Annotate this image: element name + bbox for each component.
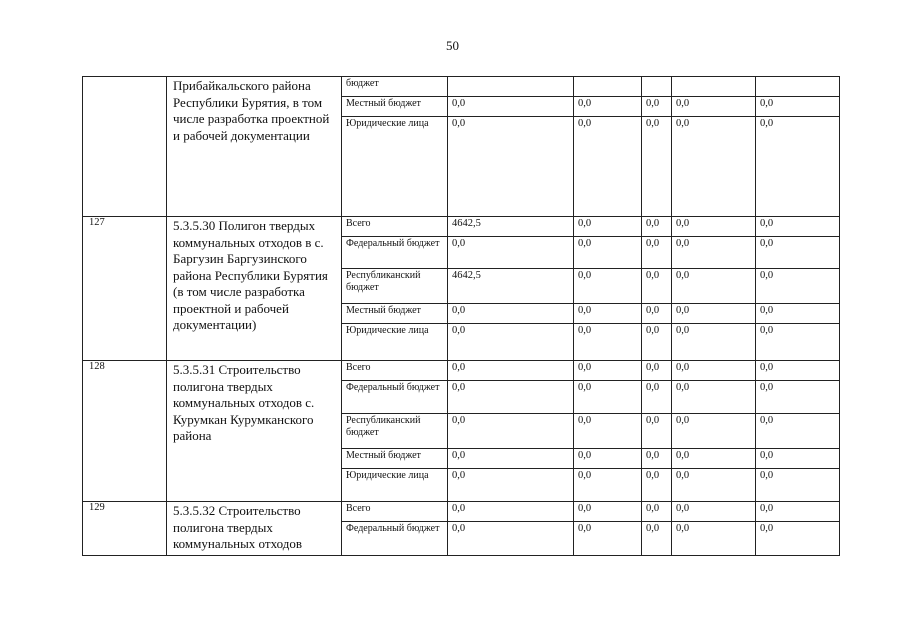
amount-cell: 0,0 [672, 304, 756, 324]
amount-cell: 0,0 [448, 304, 574, 324]
amount-cell: 0,0 [756, 449, 840, 469]
budget-table [82, 76, 840, 556]
amount-cell: 0,0 [574, 381, 642, 414]
funding-source-cell: Республиканский бюджет [342, 269, 448, 304]
amount-cell: 0,0 [756, 502, 840, 522]
funding-source-cell: Федеральный бюджет [342, 381, 448, 414]
amount-cell: 0,0 [756, 522, 840, 556]
amount-cell: 0,0 [672, 381, 756, 414]
amount-cell: 0,0 [574, 324, 642, 361]
amount-cell [756, 77, 840, 97]
funding-source-cell: Местный бюджет [342, 304, 448, 324]
table-row [83, 77, 840, 97]
measure-name-cell: 5.3.5.30 Полигон твердых коммунальных отходов в с. Баргузин Баргузинского района Республики Бурятия (в том числе разработка проектной и рабочей документации) [167, 217, 342, 361]
amount-cell: 0,0 [756, 269, 840, 304]
amount-cell: 0,0 [642, 469, 672, 502]
amount-cell: 0,0 [642, 324, 672, 361]
amount-cell: 0,0 [756, 217, 840, 237]
measure-name-cell: 5.3.5.32 Строительство полигона твердых коммунальных отходов [167, 502, 342, 556]
measure-name-cell: 5.3.5.31 Строительство полигона твердых коммунальных отходов с. Курумкан Курумканского района [167, 361, 342, 502]
amount-cell: 0,0 [672, 237, 756, 269]
amount-cell: 0,0 [642, 97, 672, 117]
measure-name-cell: Прибайкальского района Республики Бурятия, в том числе разработка проектной и рабочей документации [167, 77, 342, 217]
row-number-cell [83, 77, 167, 217]
amount-cell: 0,0 [574, 217, 642, 237]
amount-cell: 0,0 [756, 97, 840, 117]
funding-source-cell: Федеральный бюджет [342, 237, 448, 269]
funding-source-cell: Всего [342, 217, 448, 237]
funding-source-cell: бюджет [342, 77, 448, 97]
amount-cell: 0,0 [448, 237, 574, 269]
amount-cell: 0,0 [448, 97, 574, 117]
amount-cell: 0,0 [642, 361, 672, 381]
amount-cell: 0,0 [574, 117, 642, 217]
amount-cell: 0,0 [672, 502, 756, 522]
row-number-cell: 127 [83, 217, 167, 361]
amount-cell: 0,0 [574, 414, 642, 449]
amount-cell: 0,0 [642, 414, 672, 449]
funding-source-cell: Республиканский бюджет [342, 414, 448, 449]
amount-cell: 4642,5 [448, 269, 574, 304]
amount-cell: 0,0 [756, 304, 840, 324]
amount-cell: 0,0 [642, 522, 672, 556]
funding-source-cell: Юридические лица [342, 117, 448, 217]
amount-cell: 0,0 [642, 502, 672, 522]
amount-cell [448, 77, 574, 97]
amount-cell: 0,0 [448, 414, 574, 449]
amount-cell: 0,0 [672, 449, 756, 469]
amount-cell: 0,0 [756, 381, 840, 414]
amount-cell: 0,0 [642, 381, 672, 414]
amount-cell: 0,0 [574, 269, 642, 304]
amount-cell: 0,0 [756, 117, 840, 217]
amount-cell: 0,0 [642, 269, 672, 304]
page-number: 50 [446, 38, 459, 53]
amount-cell: 0,0 [672, 324, 756, 361]
amount-cell: 0,0 [574, 522, 642, 556]
amount-cell [672, 77, 756, 97]
amount-cell: 0,0 [756, 361, 840, 381]
table-row [83, 502, 840, 522]
amount-cell: 0,0 [672, 414, 756, 449]
amount-cell: 0,0 [574, 449, 642, 469]
funding-source-cell: Всего [342, 361, 448, 381]
amount-cell: 0,0 [448, 449, 574, 469]
row-number-cell: 128 [83, 361, 167, 502]
amount-cell: 0,0 [642, 237, 672, 269]
amount-cell: 0,0 [574, 361, 642, 381]
amount-cell: 0,0 [448, 469, 574, 502]
amount-cell: 4642,5 [448, 217, 574, 237]
amount-cell: 0,0 [448, 117, 574, 217]
funding-source-cell: Местный бюджет [342, 449, 448, 469]
amount-cell: 0,0 [574, 469, 642, 502]
amount-cell: 0,0 [672, 469, 756, 502]
funding-source-cell: Юридические лица [342, 469, 448, 502]
amount-cell: 0,0 [756, 324, 840, 361]
amount-cell: 0,0 [448, 381, 574, 414]
amount-cell: 0,0 [672, 269, 756, 304]
amount-cell: 0,0 [448, 502, 574, 522]
funding-source-cell: Федеральный бюджет [342, 522, 448, 556]
amount-cell: 0,0 [756, 469, 840, 502]
amount-cell: 0,0 [672, 217, 756, 237]
funding-source-cell: Всего [342, 502, 448, 522]
funding-source-cell: Юридические лица [342, 324, 448, 361]
table-row [83, 217, 840, 237]
amount-cell: 0,0 [448, 361, 574, 381]
amount-cell [642, 77, 672, 97]
amount-cell: 0,0 [642, 217, 672, 237]
amount-cell: 0,0 [672, 361, 756, 381]
amount-cell: 0,0 [642, 117, 672, 217]
amount-cell: 0,0 [574, 304, 642, 324]
amount-cell: 0,0 [574, 237, 642, 269]
amount-cell: 0,0 [756, 237, 840, 269]
amount-cell: 0,0 [756, 414, 840, 449]
funding-source-cell: Местный бюджет [342, 97, 448, 117]
amount-cell: 0,0 [672, 522, 756, 556]
amount-cell: 0,0 [642, 449, 672, 469]
amount-cell: 0,0 [448, 522, 574, 556]
table-row [83, 361, 840, 381]
amount-cell: 0,0 [672, 117, 756, 217]
row-number-cell: 129 [83, 502, 167, 556]
amount-cell: 0,0 [672, 97, 756, 117]
amount-cell: 0,0 [574, 97, 642, 117]
amount-cell: 0,0 [574, 502, 642, 522]
amount-cell: 0,0 [448, 324, 574, 361]
amount-cell [574, 77, 642, 97]
amount-cell: 0,0 [642, 304, 672, 324]
